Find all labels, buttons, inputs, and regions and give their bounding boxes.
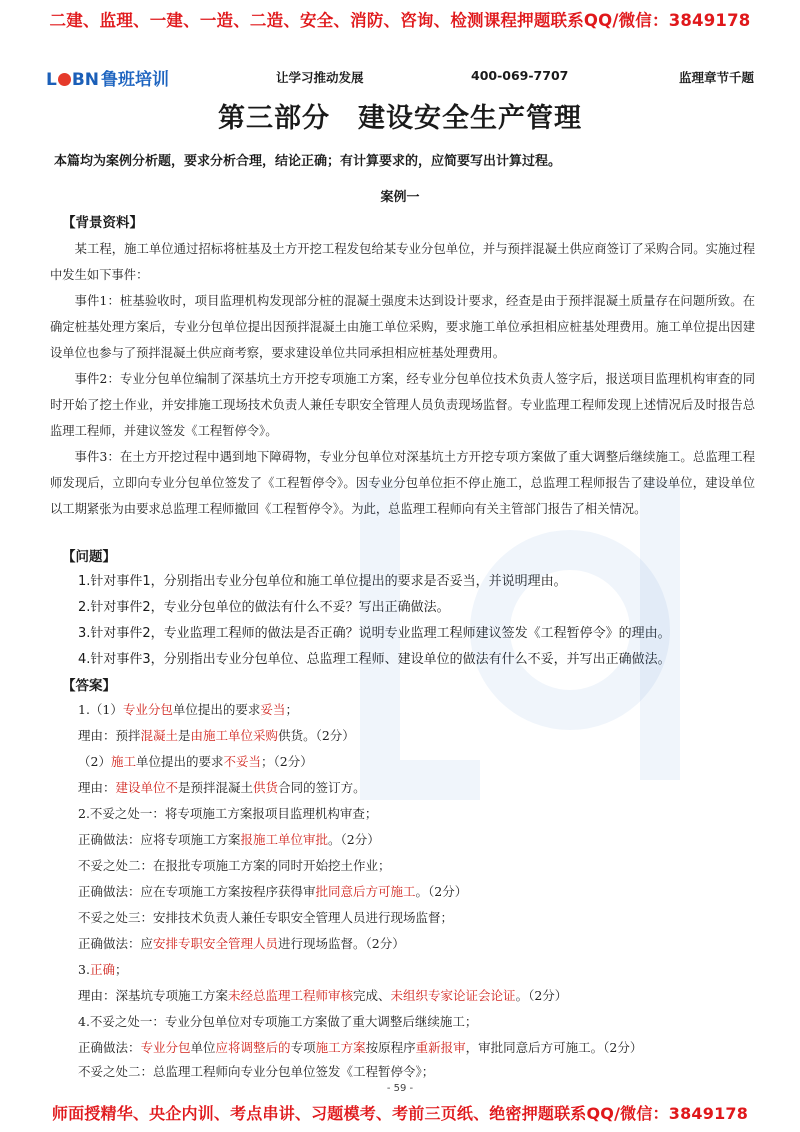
question-item: 4.针对事件3，分别指出专业分包单位、总监理工程师、建设单位的做法有什么不妥，并写出正确做法。 (78, 652, 671, 667)
answer-highlight: 专业分包 (122, 702, 173, 717)
answer-highlight: 批同意后方可施工 (315, 884, 416, 899)
title-main: 建设安全生产管理 (358, 103, 582, 134)
background-paragraph-event1: 事件1：桩基验收时，项目监理机构发现部分桩的混凝土强度未达到设计要求，经查是由于预拌混凝土质量存在问题所致。在确定桩基处理方案后，专业分包单位提出因预拌混凝土由施工单位采购，要求施工单位承担相应桩基处理费用。施工单位提出因建设单位也参与了预拌混凝土供应商考察，要求建设单位共同承担相应桩基处理费用。 (50, 294, 755, 360)
answer-line (78, 1038, 642, 1056)
page-number: - 59 - (386, 1083, 414, 1094)
answer-highlight: 应将调整后的 (215, 1040, 291, 1055)
header-phone: 400-069-7707 (471, 68, 569, 83)
answer-text: 按原程序 (365, 1040, 416, 1055)
answer-line (78, 882, 467, 900)
page-header (46, 64, 756, 88)
page-title (0, 96, 800, 135)
answer-text: 3. (78, 962, 90, 977)
logo-letters-bn: BN (71, 70, 100, 90)
answer-line (78, 986, 567, 1004)
answer-line (78, 960, 127, 978)
answer-text: 理由： (78, 780, 116, 795)
bottom-promo-banner: 师面授精华、央企内训、考点串讲、习题模考、考前三页纸、绝密押题联系QQ/微信：3849178 (51, 1104, 749, 1123)
answer-line: 不妥之处二：在报批专项施工方案的同时开始挖土作业； (78, 858, 391, 873)
brand-logo (46, 65, 169, 90)
case-title: 案例一 (380, 190, 420, 205)
logo-o-dot-icon (58, 73, 71, 86)
question-item: 1.针对事件1，分别指出专业分包单位和施工单位提出的要求是否妥当，并说明理由。 (78, 574, 567, 589)
answer-line: 4.不妥之处一：专业分包单位对专项施工方案做了重大调整后继续施工； (78, 1014, 478, 1029)
answer-text: 正确做法： (78, 1040, 141, 1055)
answer-highlight: 建设单位不 (115, 780, 179, 795)
answer-highlight: 专业分包 (140, 1040, 191, 1055)
answer-line (78, 934, 405, 952)
answer-highlight: 不妥当 (223, 754, 261, 769)
answer-text: 专项 (290, 1040, 316, 1055)
answer-text: 是预拌混凝土 (178, 780, 254, 795)
background-heading: 【背景资料】 (62, 215, 143, 231)
background-paragraph-event2: 事件2：专业分包单位编制了深基坑土方开挖专项施工方案，经专业分包单位技术负责人签字后，报送项目监理机构审查的同时开始了挖土作业，并安排施工现场技术负责人兼任专职安全管理人员负责现场监督。专业监理工程师发现上述情况后及时报告总监理工程师，并建议签发《工程暂停令》。 (50, 372, 755, 438)
answer-highlight: 安排专职安全管理人员 (153, 936, 279, 951)
title-part: 第三部分 (218, 103, 330, 134)
answer-highlight: 混凝土 (140, 728, 179, 743)
answer-text: 。（2分） (415, 884, 468, 899)
answer-text: 供货。（2分） (278, 728, 355, 743)
answer-text: 单位 (190, 1040, 216, 1055)
answer-text: 正确做法：应在专项施工方案按程序获得审 (78, 884, 316, 899)
answer-text: ； (114, 962, 128, 977)
section-intro: 本篇均为案例分析题，要求分析合理，结论正确；有计算要求的，应简要写出计算过程。 (54, 154, 562, 169)
answer-line: 不妥之处三：安排技术负责人兼任专职安全管理人员进行现场监督； (78, 910, 454, 925)
answer-highlight: 施工方案 (315, 1040, 366, 1055)
header-slogan: 让学习推动发展 (276, 70, 364, 85)
answer-line (78, 752, 313, 770)
answer-line (78, 726, 355, 744)
answer-highlight: 施工 (110, 754, 136, 769)
answer-highlight: 重新报审 (415, 1040, 466, 1055)
answer-highlight: 由施工单位采购 (190, 728, 279, 743)
answer-line: 2.不妥之处一：将专项施工方案报项目监理机构审查； (78, 806, 378, 821)
top-promo-banner: 二建、监理、一建、一造、二造、安全、消防、咨询、检测课程押题联系QQ/微信：3849178 (49, 11, 751, 30)
answer-highlight: 妥当 (260, 702, 286, 717)
answer-highlight: 报施工单位审批 (240, 832, 329, 847)
answer-line (78, 700, 298, 718)
answer-text: 是 (178, 728, 191, 743)
answer-text: 合同的签订方。 (278, 780, 366, 795)
answer-text: 理由：深基坑专项施工方案 (78, 988, 229, 1003)
logo-chinese-name: 鲁班培训 (101, 70, 170, 90)
answer-highlight: 未组织专家论证会论证 (390, 988, 516, 1003)
answer-text: ，审批同意后方可施工。（2分） (465, 1040, 643, 1055)
answer-line: 不妥之处二：总监理工程师向专业分包单位签发《工程暂停令》； (78, 1064, 435, 1079)
question-item: 3.针对事件2，专业监理工程师的做法是否正确？说明专业监理工程师建议签发《工程暂停令》的理由。 (78, 626, 671, 641)
answer-highlight: 供货 (253, 780, 279, 795)
answers-heading: 【答案】 (62, 678, 116, 694)
logo-letter-l: L (46, 70, 57, 90)
questions-heading: 【问题】 (62, 549, 116, 565)
question-item: 2.针对事件2，专业分包单位的做法有什么不妥？写出正确做法。 (78, 600, 450, 615)
answer-text: 完成、 (353, 988, 391, 1003)
answer-line (78, 778, 366, 796)
background-paragraph-1: 某工程，施工单位通过招标将桩基及土方开挖工程发包给某专业分包单位，并与预拌混凝土供应商签订了采购合同。实施过程中发生如下事件： (50, 242, 755, 282)
answer-text: 单位提出的要求 (172, 702, 261, 717)
answer-text: 。（2分） (328, 832, 380, 847)
answer-text: ； (285, 702, 298, 717)
answer-line (78, 830, 380, 848)
answer-text: ；（2分） (261, 754, 313, 769)
answer-text: 正确做法：应将专项施工方案 (78, 832, 241, 847)
answer-text: 单位提出的要求 (135, 754, 224, 769)
answer-text: 1.（1） (78, 702, 123, 717)
answer-text: 进行现场监督。（2分） (278, 936, 405, 951)
header-book-title: 监理章节千题 (678, 70, 754, 85)
background-paragraph-event3: 事件3：在土方开挖过程中遇到地下障碍物，专业分包单位对深基坑土方开挖专项方案做了重大调整后继续施工。总监理工程师发现后，立即向专业分包单位签发了《工程暂停令》。因专业分包单位拒不停止施工，总监理工程师报告了建设单位，建设单位以工期紧张为由要求总监理工程师撤回《工程暂停令》。为此，总监理工程师向有关主管部门报告了相关情况。 (50, 450, 755, 516)
answer-highlight: 未经总监理工程师审核 (228, 988, 354, 1003)
answer-highlight: 正确 (89, 962, 115, 977)
answer-text: （2） (78, 754, 111, 769)
answer-text: 理由：预拌 (78, 728, 141, 743)
answer-text: 。（2分） (515, 988, 568, 1003)
answer-text: 正确做法：应 (78, 936, 154, 951)
